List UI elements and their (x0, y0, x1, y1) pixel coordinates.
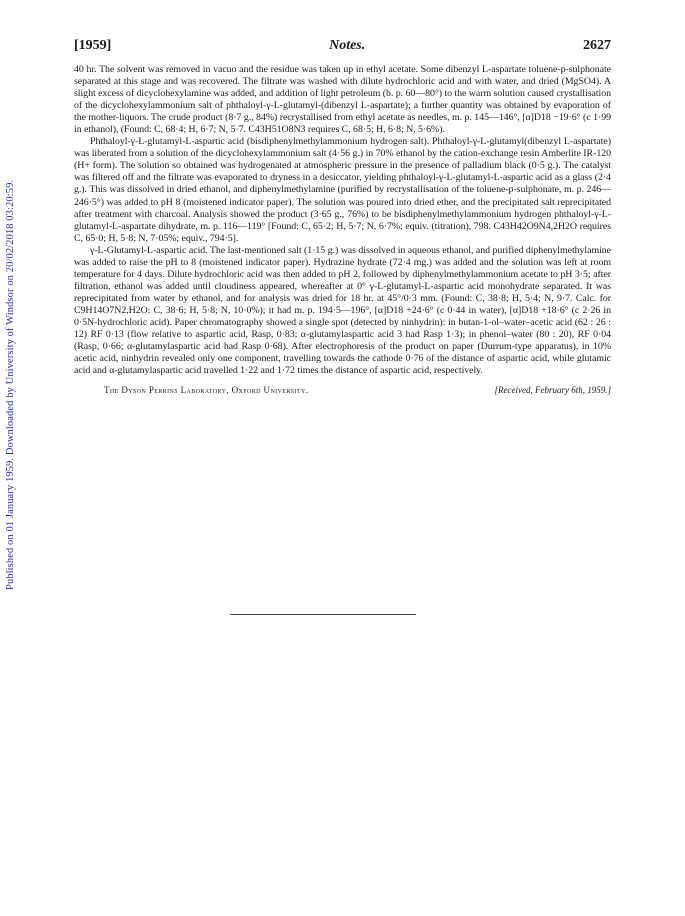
header-page-number: 2627 (583, 38, 611, 53)
end-of-article-rule (230, 614, 416, 615)
download-watermark-text: Published on 01 January 1959. Downloaded by University of Windsor on 20/02/2018 03:20:59. (5, 179, 16, 590)
article-body (74, 64, 611, 377)
paragraph-phthaloyl-glutamyl-aspartic-acid: Phthaloyl-γ-L-glutamyl-L-aspartic acid (bisdiphenylmethylammonium hydrogen salt). Phthaloyl-γ-L-glutamyl(dibenzyl L-aspartate) was liberated from a solution of the dicyclohexylammonium salt (4·56 g.) in 70% ethanol by the cation-exchange resin Amberlite IR-120 (H+ form). The solution so obtained was hydrogenated at atmospheric pressure in the presence of palladium black (0·5 g.). The catalyst was filtered off and the filtrate was evaporated to dryness in a desiccator, yielding phthaloyl-γ-L-glutamyl-L-aspartic acid as a glass (2·4 g.). This was dissolved in dried ethanol, and diphenylmethylamine (purified by recrystallisation of the toluene-p-sulphonate, m. p. 246—246·5°) was added to pH 8 (moistened indicator paper). The solution was poured into dried ether, and the precipitated salt reprecipitated after treatment with charcoal. Analysis showed the product (3·65 g., 76%) to be bisdiphenylmethylammonium hydrogen phthaloyl-γ-L-glutamyl-L-aspartate dihydrate, m. p. 116—119° [Found: C, 65·2; H, 5·7; N, 6·7%; equiv. (titration), 798. C43H42O9N4,2H2O requires C, 65·0; H, 5·8; N, 7·05%; equiv., 794·5]. (74, 136, 611, 244)
laboratory-affiliation: The Dyson Perrins Laboratory, Oxford University. (104, 385, 309, 396)
download-watermark (4, 150, 18, 590)
page-header (74, 38, 611, 54)
header-year: [1959] (74, 38, 112, 53)
paragraph-glutamyl-aspartic-acid: γ-L-Glutamyl-L-aspartic acid. The last-mentioned salt (1·15 g.) was dissolved in aqueous ethanol, and purified diphenylmethylamine was added to raise the pH to 8 (moistened indicator paper). Hydrazine hydrate (72·4 mg.) was added and the solution was left at room temperature for 4 days. Dilute hydrochloric acid was then added to pH 2, followed by diphenylmethylammonium acetate to pH 3·5; after filtration, ethanol was added until cloudiness appeared, whereafter at 0° γ-L-glutamyl-L-aspartic acid monohydrate separated. It was reprecipitated from water by ethanol, and for analysis was dried for 18 hr. at 45°/0·3 mm. (Found: C, 38·8; H, 5·4; N, 9·7. Calc. for C9H14O7N2,H2O: C, 38·6; H, 5·8; N, 10·0%); it had m. p. 194·5—196°, [α]D18 +24·6° (c 0·44 in water), [α]D18 +18·6° (c 2·26 in 0·5N-hydrochloric acid). Paper chromatography showed a single spot (detected by ninhydrin): in butan-1-ol–water–acetic acid (62 : 26 : 12) RF 0·13 (flow relative to aspartic acid, Rasp, 0·83; α-glutamylaspartic acid 3 had Rasp 1·3); in phenol–water (80 : 20), RF 0·04 (Rasp, 0·66; α-glutamylaspartic acid had Rasp 0·68). After electrophoresis of the product on paper (Durrum-type apparatus), in 10% acetic acid, ninhydrin revealed only one component, travelling towards the cathode 0·76 of the distance of aspartic acid, while glutamic acid and α-glutamylaspartic acid travelled 1·22 and 1·72 times the distance of aspartic acid, respectively. (74, 244, 611, 377)
journal-page (74, 38, 611, 395)
header-journal-title: Notes. (329, 38, 366, 53)
article-footer (74, 385, 611, 395)
paragraph-dicyclohexylammonium-salt: 40 hr. The solvent was removed in vacuo and the residue was taken up in ethyl acetate. Some dibenzyl L-aspartate toluene-p-sulphonate separated at this stage and was recovered. The filtrate was washed with dilute hydrochloric acid and with water, and dried (MgSO4). A slight excess of dicyclohexylamine was added, and addition of light petroleum (b. p. 60—80°) to the warm solution caused crystallisation of the dicyclohexylammonium salt of phthaloyl-γ-L-glutamyl-(dibenzyl L-aspartate); a further quantity was obtained by evaporation of the mother-liquors. The crude product (8·7 g., 84%) recrystallised from ethyl acetate as needles, m. p. 145—146°, [α]D18 −19·6° (c 1·99 in ethanol), (Found: C, 68·4; H, 6·7; N, 5·7. C43H51O8N3 requires C, 68·5; H, 6·8; N, 5·6%). (74, 64, 611, 136)
received-date: [Received, February 6th, 1959.] (494, 385, 611, 396)
